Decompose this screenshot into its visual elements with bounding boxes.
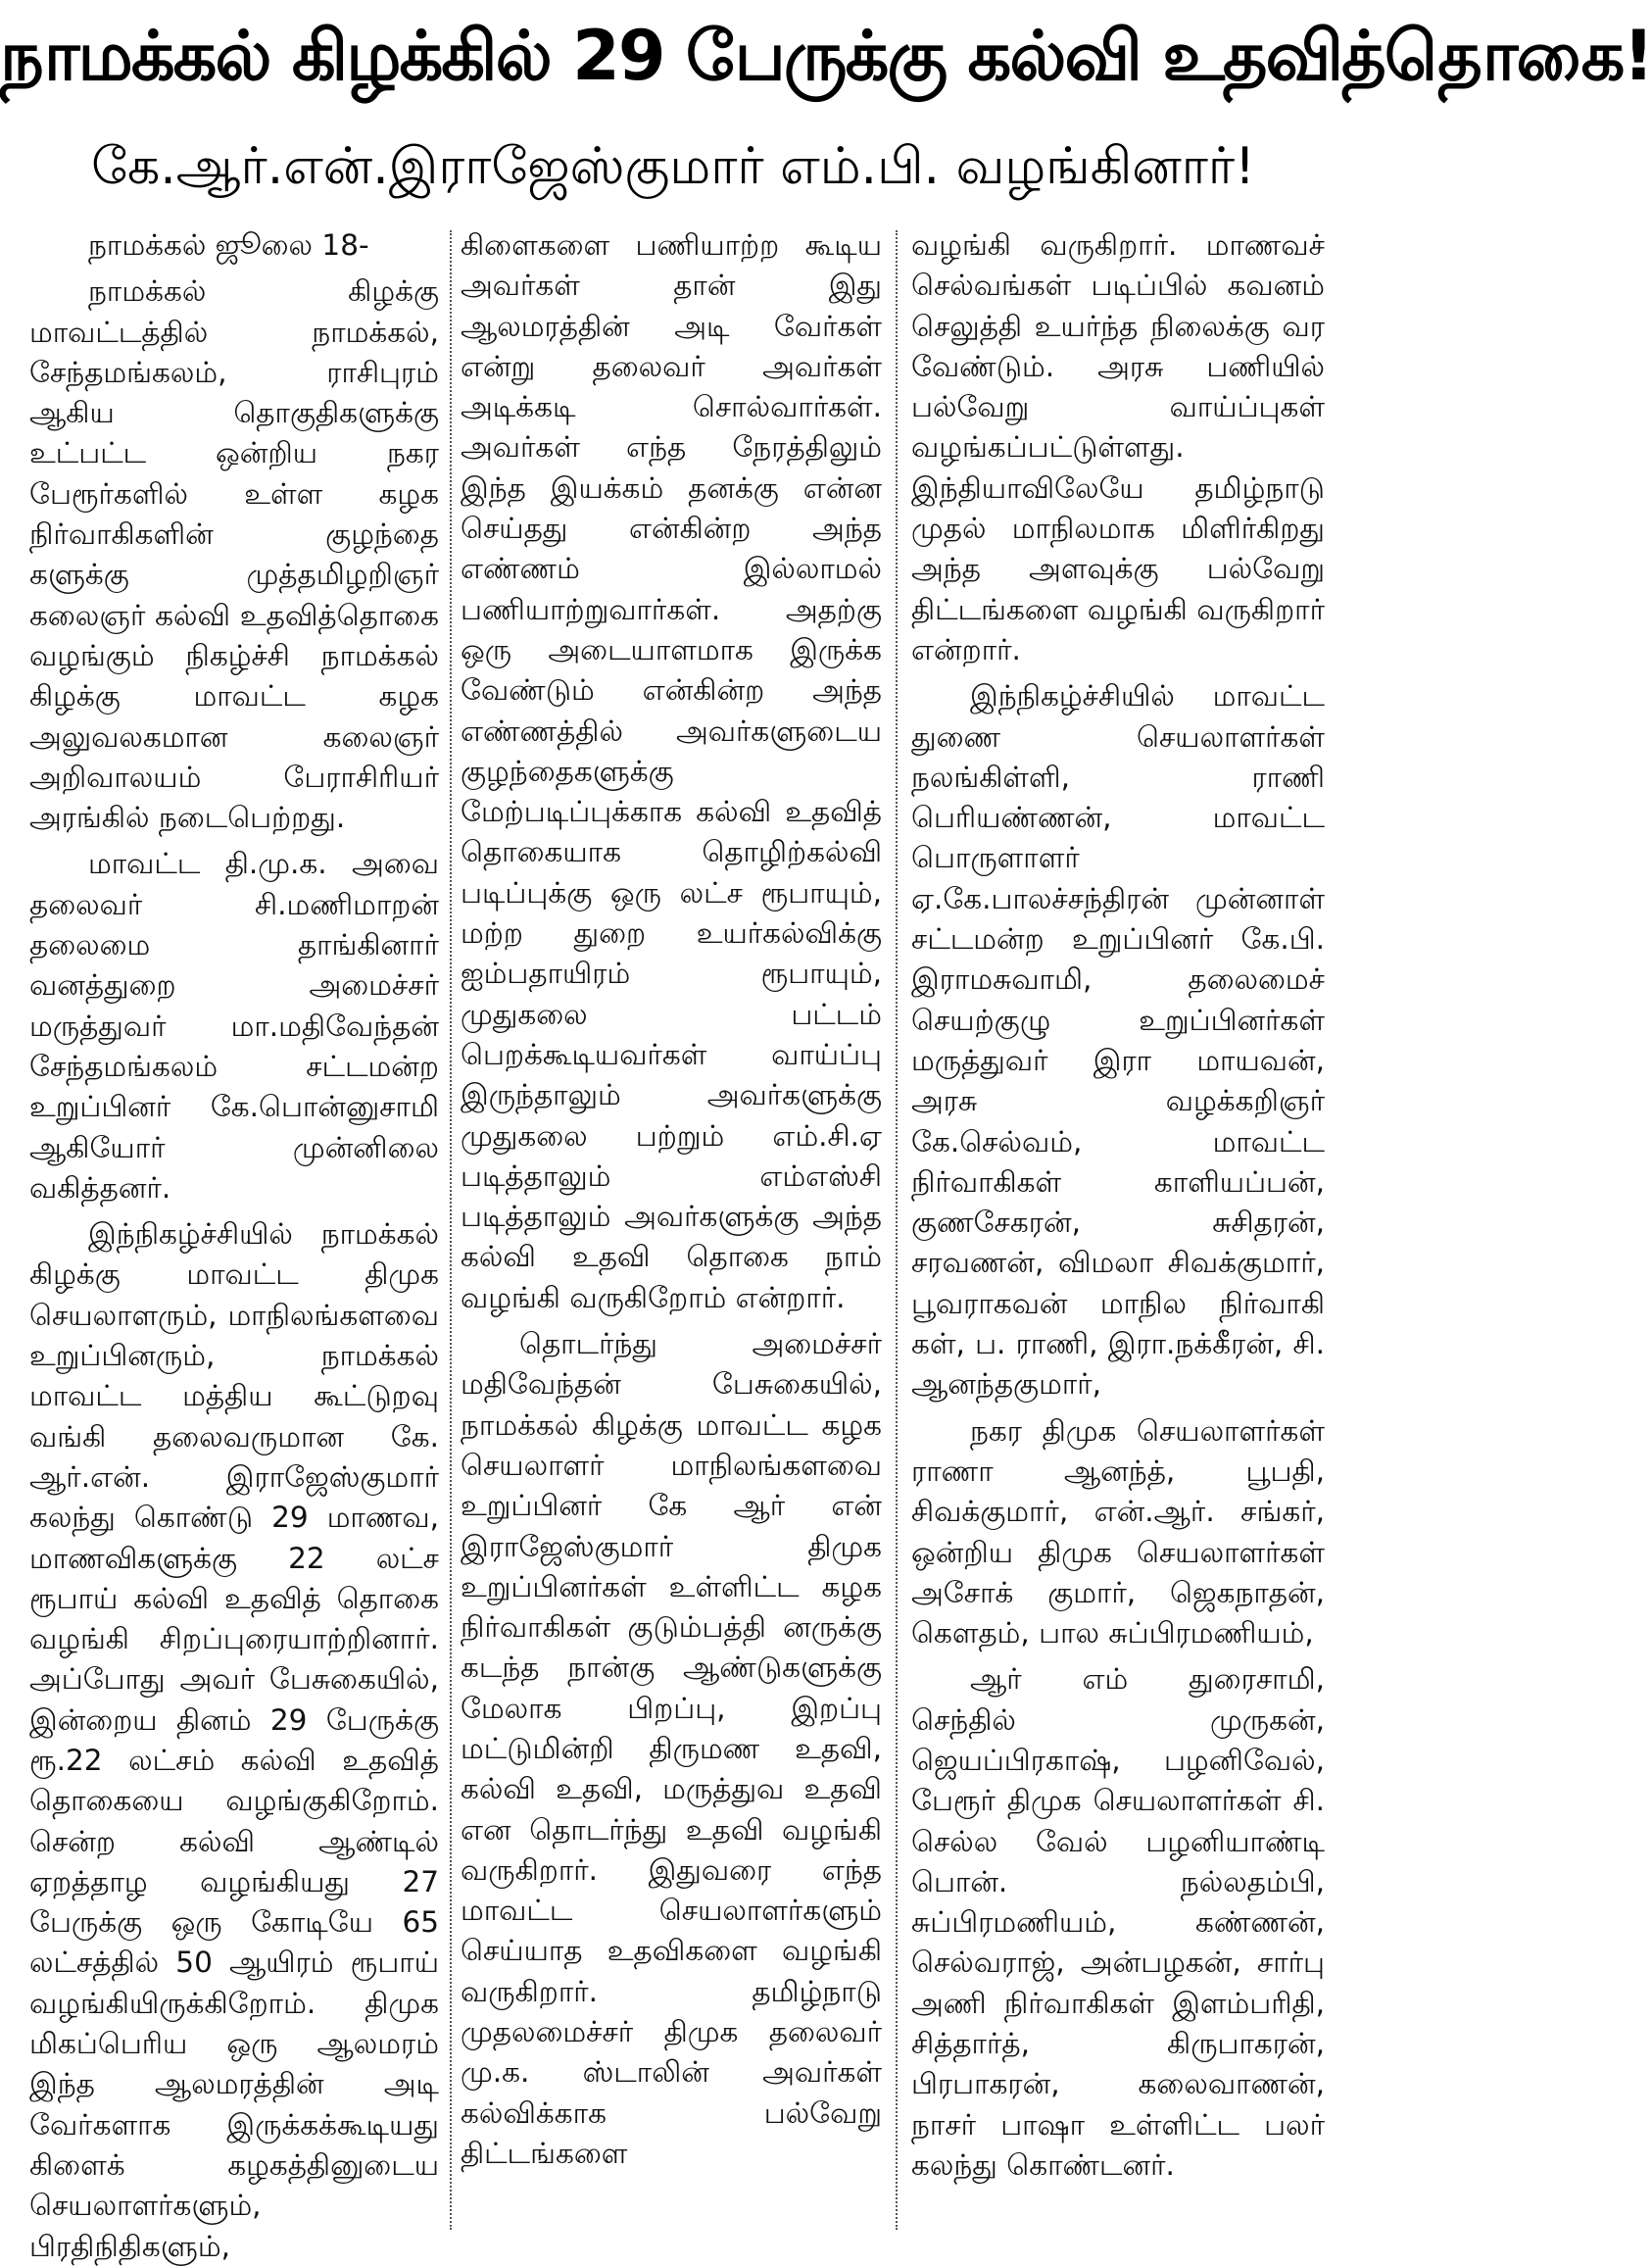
article-paragraph: கிளைகளை பணியாற்ற கூடிய அவர்கள் தான் இது ஆலமரத்தின் அடி வேர்கள் என்று தலைவர் அவர்கள் அடிக்கடி சொல்வார்கள். அவர்கள் எந்த நேரத்திலும் இந்த இயக்கம் தனக்கு என்ன செய்தது என்கின்ற அந்த எண்ணம் இல்லாமல் பணியாற்றுவார்கள். அதற்கு ஒரு அடையாளமாக இருக்க வேண்டும் என்கின்ற அந்த எண்ணத்தில் அவர்களுடைய குழந்தைகளுக்கு மேற்படிப்புக்காக கல்வி உதவித் தொகையாக தொழிற்கல்வி படிப்புக்கு ஒரு லட்ச ரூபாயும், மற்ற துறை உயர்கல்விக்கு ஐம்பதாயிரம் ரூபாயும், முதுகலை பட்டம் பெறக்கூடியவர்கள் வாய்ப்பு இருந்தாலும் அவர்களுக்கு முதுகலை பற்றும் எம்.சி.ஏ படித்தாலும் எம்எஸ்சி படித்தாலும் அவர்களுக்கு அந்த கல்வி உதவி தொகை நாம் வழங்கி வருகிறோம் என்றார்.	[461, 228, 882, 1314]
article-paragraph: வழங்கி வருகிறார். மாணவச் செல்வங்கள் படிப்பில் கவனம் செலுத்தி உயர்ந்த நிலைக்கு வர வேண்டும். அரசு பணியில் பல்வேறு வாய்ப்புகள் வழங்கப்பட்டுள்ளது. இந்தியாவிலேயே தமிழ்நாடு முதல் மாநிலமாக மிளிர்கிறது அந்த அளவுக்கு பல்வேறு திட்டங்களை வழங்கி வருகிறார் என்றார்.	[911, 228, 1325, 666]
article-paragraph: நாமக்கல் ஜூலை 18-	[88, 228, 369, 262]
article-column-3	[911, 225, 1325, 2235]
article-paragraph: நாமக்கல் கிழக்கு மாவட்டத்தில் நாமக்கல், சேந்தமங்கலம், ராசிபுரம் ஆகிய தொகுதிகளுக்கு உட்பட்ட ஒன்றிய நகர பேரூர்களில் உள்ள கழக நிர்வாகிகளின் குழந்தை களுக்கு முத்தமிழறிஞர் கலைஞர் கல்வி உதவித்தொகை வழங்கும் நிகழ்ச்சி நாமக்கல் கிழக்கு மாவட்ட கழக அலுவலகமான கலைஞர் அறிவாலயம் பேராசிரியர் அரங்கில் நடைபெற்றது.	[29, 274, 439, 835]
column-divider	[896, 230, 899, 2230]
article-paragraph: மாவட்ட தி.மு.க. அவை தலைவர் சி.மணிமாறன் தலைமை தாங்கினார் வனத்துறை அமைச்சர் மருத்துவர் மா.மதிவேந்தன் சேந்தமங்கலம் சட்டமன்ற உறுப்பினர் கே.பொன்னுசாமி ஆகியோர் முன்னிலை வகித்தனர்.	[29, 847, 439, 1205]
column-divider	[450, 230, 453, 2230]
article-column-2	[461, 225, 882, 2235]
article-paragraph: நகர திமுக செயலாளர்கள் ராணா ஆனந்த், பூபதி, சிவக்குமார், என்.ஆர். சங்கர், ஒன்றிய திமுக செயலாளர்கள் அசோக் குமார், ஜெகநாதன், கௌதம், பால சுப்பிரமணியம்,	[911, 1413, 1325, 1651]
article-paragraph: ஆர் எம் துரைசாமி, செந்தில் முருகன், ஜெயப்பிரகாஷ், பழனிவேல், பேரூர் திமுக செயலாளர்கள் சி. செல்ல வேல் பழனியாண்டி பொன். நல்லதம்பி, சுப்பிரமணியம், கண்ணன், செல்வராஜ், அன்பழகன், சார்பு அணி நிர்வாகிகள் இளம்பரிதி, சித்தார்த், கிருபாகரன், பிரபாகரன், கலைவாணன், நாசர் பாஷா உள்ளிட்ட பலர் கலந்து கொண்டனர்.	[911, 1662, 1325, 2182]
subheadline: கே.ஆர்.என்.இராஜேஸ்குமார் எம்.பி. வழங்கினார்!	[91, 137, 1255, 196]
headline: நாமக்கல் கிழக்கில் 29 பேருக்கு கல்வி உதவித்தொகை!	[0, 16, 1652, 96]
article-paragraph: இந்நிகழ்ச்சியில் மாவட்ட துணை செயலாளர்கள் நலங்கிள்ளி, ராணி பெரியண்ணன், மாவட்ட பொருளாளர் ஏ.கே.பாலச்சந்திரன் முன்னாள் சட்டமன்ற உறுப்பினர் கே.பி. இராமசுவாமி, தலைமைச் செயற்குழு உறுப்பினர்கள் மருத்துவர் இரா மாயவன், அரசு வழக்கறிஞர் கே.செல்வம், மாவட்ட நிர்வாகிகள் காளியப்பன், குணசேகரன், சுசிதரன், சரவணன், விமலா சிவக்குமார், பூவராகவன் மாநில நிர்வாகி கள், ப. ராணி, இரா.நக்கீரன், சி. ஆனந்தகுமார்,	[911, 679, 1325, 1402]
article-paragraph: தொடர்ந்து அமைச்சர் மதிவேந்தன் பேசுகையில், நாமக்கல் கிழக்கு மாவட்ட கழக செயலாளர் மாநிலங்களவை உறுப்பினர் கே ஆர் என் இராஜேஸ்குமார் திமுக உறுப்பினர்கள் உள்ளிட்ட கழக நிர்வாகிகள் குடும்பத்தி னருக்கு கடந்த நான்கு ஆண்டுகளுக்கு மேலாக பிறப்பு, இறப்பு மட்டுமின்றி திருமண உதவி, கல்வி உதவி, மருத்துவ உதவி என தொடர்ந்து உதவி வழங்கி வருகிறார். இதுவரை எந்த மாவட்ட செயலாளர்களும் செய்யாத உதவிகளை வழங்கி வருகிறார். தமிழ்நாடு முதலமைச்சர் திமுக தலைவர் மு.க. ஸ்டாலின் அவர்கள் கல்விக்காக பல்வேறு திட்டங்களை	[461, 1327, 882, 2170]
article-paragraph: இந்நிகழ்ச்சியில் நாமக்கல் கிழக்கு மாவட்ட திமுக செயலாளரும், மாநிலங்களவை உறுப்பினரும், நாமக்கல் மாவட்ட மத்திய கூட்டுறவு வங்கி தலைவருமான கே. ஆர்.என். இராஜேஸ்குமார் கலந்து கொண்டு 29 மாணவ, மாணவிகளுக்கு 22 லட்ச ரூபாய் கல்வி உதவித் தொகை வழங்கி சிறப்புரையாற்றினார். அப்போது அவர் பேசுகையில், இன்றைய தினம் 29 பேருக்கு ரூ.22 லட்சம் கல்வி உதவித் தொகையை வழங்குகிறோம். சென்ற கல்வி ஆண்டில் ஏறத்தாழ வழங்கியது 27 பேருக்கு ஒரு கோடியே 65 லட்சத்தில் 50 ஆயிரம் ரூபாய் வழங்கியிருக்கிறோம். திமுக மிகப்பெரிய ஒரு ஆலமரம் இந்த ஆலமரத்தின் அடி வேர்களாக இருக்கக்கூடியது கிளைக் கழகத்தினுடைய செயலாளர்களும், பிரதிநிதிகளும்,	[29, 1217, 439, 2263]
article-column-1	[29, 225, 439, 2263]
